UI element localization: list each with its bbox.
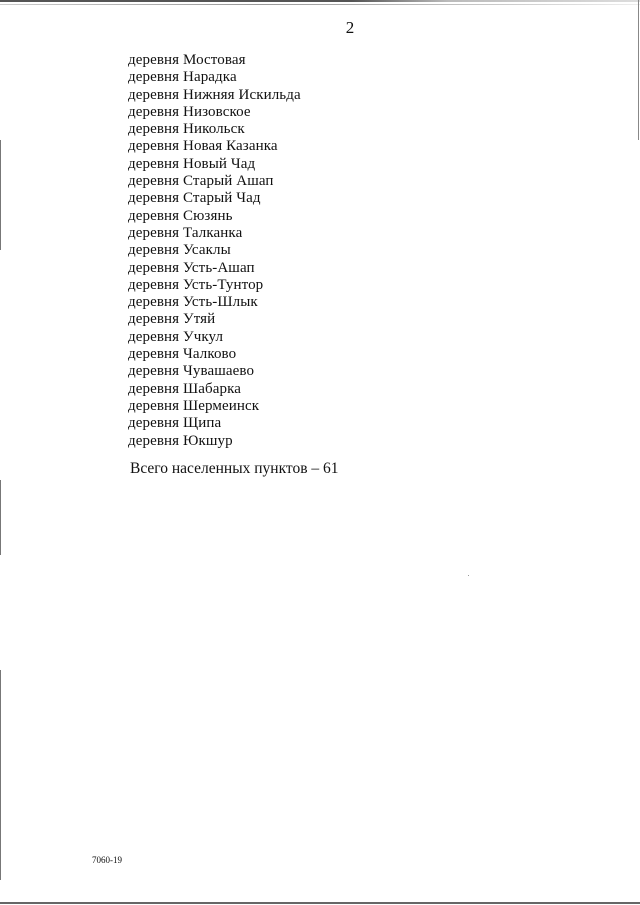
settlement-item: деревня Старый Ашап — [128, 173, 274, 190]
settlement-item: деревня Учкул — [128, 328, 224, 345]
document-code: 7060-19 — [92, 855, 122, 865]
scan-speck — [468, 575, 469, 576]
settlement-item: деревня Сюзянь — [128, 207, 233, 224]
settlement-item: деревня Щипа — [128, 415, 222, 432]
settlement-item: деревня Усть-Ашап — [128, 259, 255, 276]
scan-border-right — [638, 0, 639, 140]
settlement-item: деревня Утяй — [128, 311, 216, 328]
scan-border-left — [0, 480, 1, 555]
scan-border-left — [0, 670, 1, 880]
settlement-item: деревня Чалково — [128, 346, 237, 363]
settlement-item: деревня Шабарка — [128, 380, 242, 397]
settlement-item: деревня Нарадка — [128, 69, 237, 86]
settlement-item: деревня Усаклы — [128, 242, 231, 259]
settlement-item: деревня Новая Казанка — [128, 138, 278, 155]
settlement-list — [128, 52, 301, 450]
settlement-item: деревня Никольск — [128, 121, 245, 138]
settlement-item: деревня Усть-Тунтор — [128, 276, 264, 293]
settlement-item: деревня Талканка — [128, 224, 243, 241]
settlement-item: деревня Шермеинск — [128, 397, 260, 414]
settlement-item: деревня Нижняя Искильда — [128, 86, 301, 103]
page-number: 2 — [345, 18, 355, 37]
settlement-item: деревня Чувашаево — [128, 363, 255, 380]
settlement-item: деревня Старый Чад — [128, 190, 261, 207]
settlement-item: деревня Юкшур — [128, 432, 233, 449]
scan-border-bottom — [0, 902, 640, 904]
scan-border-top-inner — [0, 4, 640, 5]
settlement-item: деревня Мостовая — [128, 52, 246, 68]
scan-border-left — [0, 140, 1, 250]
settlement-item: деревня Новый Чад — [128, 155, 256, 172]
settlement-item: деревня Низовское — [128, 103, 251, 120]
scan-border-top — [0, 0, 640, 2]
settlement-item: деревня Усть-Шлык — [128, 294, 258, 311]
settlements-total: Всего населенных пунктов – 61 — [130, 460, 339, 477]
